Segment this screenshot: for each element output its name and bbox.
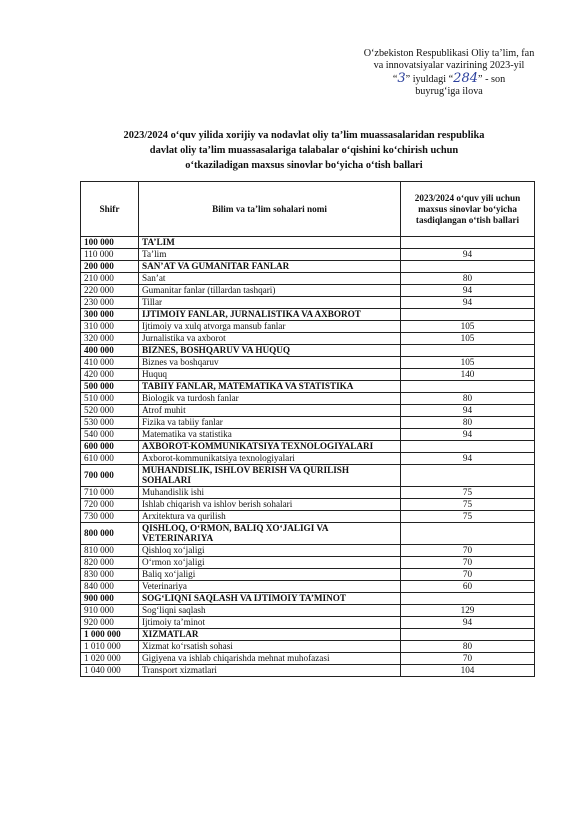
score-cell: 80	[401, 273, 535, 285]
header-code: Shifr	[81, 182, 139, 237]
name-cell: Arxitektura va qurilish	[139, 510, 401, 522]
name-cell: TA’LIM	[139, 237, 401, 249]
score-cell: 104	[401, 664, 535, 676]
code-cell: 520 000	[81, 405, 139, 417]
table-row	[81, 486, 535, 498]
score-cell: 80	[401, 640, 535, 652]
table-row	[81, 393, 535, 405]
table-group-row	[81, 522, 535, 544]
code-cell: 600 000	[81, 441, 139, 453]
score-cell: 105	[401, 333, 535, 345]
name-cell: MUHANDISLIK, ISHLOV BERISH VA QURILISH SOHALARI	[139, 465, 401, 487]
code-cell: 720 000	[81, 498, 139, 510]
table-row	[81, 429, 535, 441]
annex-note	[344, 48, 554, 99]
name-cell: Xizmat ko‘rsatish sohasi	[139, 640, 401, 652]
table-body	[81, 237, 535, 677]
score-cell: 140	[401, 369, 535, 381]
table-row	[81, 510, 535, 522]
score-cell: 94	[401, 616, 535, 628]
code-cell: 820 000	[81, 556, 139, 568]
table-row	[81, 417, 535, 429]
name-cell: Ishlab chiqarish va ishlov berish sohalari	[139, 498, 401, 510]
score-cell: 94	[401, 429, 535, 441]
code-cell: 610 000	[81, 453, 139, 465]
name-cell: Gumanitar fanlar (tillardan tashqari)	[139, 285, 401, 297]
code-cell: 400 000	[81, 345, 139, 357]
code-cell: 510 000	[81, 393, 139, 405]
code-cell: 710 000	[81, 486, 139, 498]
name-cell: O‘rmon xo‘jaligi	[139, 556, 401, 568]
name-cell: Ta’lim	[139, 249, 401, 261]
code-cell: 420 000	[81, 369, 139, 381]
handwritten-order-number: 284	[453, 70, 478, 86]
code-cell: 840 000	[81, 580, 139, 592]
score-cell: 105	[401, 321, 535, 333]
score-cell: 94	[401, 249, 535, 261]
code-cell: 300 000	[81, 309, 139, 321]
table-group-row	[81, 345, 535, 357]
annex-month: ” iyuldagi “	[405, 73, 454, 85]
name-cell: IJTIMOIY FANLAR, JURNALISTIKA VA AXBOROT	[139, 309, 401, 321]
code-cell: 310 000	[81, 321, 139, 333]
name-cell: Tillar	[139, 297, 401, 309]
score-cell: 70	[401, 544, 535, 556]
name-cell: AXBOROT-KOMMUNIKATSIYA TEXNOLOGIYALARI	[139, 441, 401, 453]
scores-table	[80, 181, 535, 677]
code-cell: 530 000	[81, 417, 139, 429]
name-cell: Jurnalistika va axborot	[139, 333, 401, 345]
score-cell: 105	[401, 357, 535, 369]
code-cell: 540 000	[81, 429, 139, 441]
name-cell: Ijtimoiy va xulq atvorga mansub fanlar	[139, 321, 401, 333]
code-cell: 1 040 000	[81, 664, 139, 676]
score-cell: 94	[401, 405, 535, 417]
name-cell: Veterinariya	[139, 580, 401, 592]
code-cell: 800 000	[81, 522, 139, 544]
name-cell: Ijtimoiy ta’minot	[139, 616, 401, 628]
handwritten-day: 3	[397, 70, 406, 86]
score-cell	[401, 628, 535, 640]
score-cell: 94	[401, 285, 535, 297]
table-row	[81, 604, 535, 616]
code-cell: 110 000	[81, 249, 139, 261]
score-cell: 75	[401, 486, 535, 498]
table-row	[81, 556, 535, 568]
name-cell: Muhandislik ishi	[139, 486, 401, 498]
code-cell: 500 000	[81, 381, 139, 393]
table-row	[81, 568, 535, 580]
table-row	[81, 285, 535, 297]
table-group-row	[81, 465, 535, 487]
score-cell: 70	[401, 568, 535, 580]
code-cell: 1 020 000	[81, 652, 139, 664]
code-cell: 200 000	[81, 261, 139, 273]
table-row	[81, 357, 535, 369]
score-cell: 70	[401, 556, 535, 568]
score-cell: 94	[401, 297, 535, 309]
name-cell: Biologik va turdosh fanlar	[139, 393, 401, 405]
score-cell: 70	[401, 652, 535, 664]
code-cell: 700 000	[81, 465, 139, 487]
table-row	[81, 580, 535, 592]
code-cell: 910 000	[81, 604, 139, 616]
annex-line-3	[344, 70, 554, 86]
score-cell: 60	[401, 580, 535, 592]
score-cell: 75	[401, 498, 535, 510]
table-group-row	[81, 441, 535, 453]
code-cell: 900 000	[81, 592, 139, 604]
name-cell: XIZMATLAR	[139, 628, 401, 640]
table-row	[81, 297, 535, 309]
table-group-row	[81, 381, 535, 393]
score-cell	[401, 381, 535, 393]
code-cell: 810 000	[81, 544, 139, 556]
score-cell	[401, 592, 535, 604]
score-cell	[401, 261, 535, 273]
code-cell: 230 000	[81, 297, 139, 309]
document-title	[70, 128, 538, 174]
score-cell	[401, 441, 535, 453]
table-group-row	[81, 237, 535, 249]
table-row	[81, 321, 535, 333]
table-row	[81, 640, 535, 652]
annex-line-4: buyrug‘iga ilova	[415, 86, 483, 98]
name-cell: Baliq xo‘jaligi	[139, 568, 401, 580]
name-cell: SOG‘LIQNI SAQLASH VA IJTIMOIY TA’MINOT	[139, 592, 401, 604]
score-cell	[401, 465, 535, 487]
title-line-3: o‘tkaziladigan maxsus sinovlar bo‘yicha o‘tish ballari	[185, 160, 423, 172]
header-name: Bilim va ta’lim sohalari nomi	[139, 182, 401, 237]
name-cell: Qishloq xo‘jaligi	[139, 544, 401, 556]
title-line-1: 2023/2024 o‘quv yilida xorijiy va nodavlat oliy ta’lim muassasalaridan respublika	[123, 130, 485, 141]
table-row	[81, 652, 535, 664]
name-cell: BIZNES, BOSHQARUV VA HUQUQ	[139, 345, 401, 357]
score-cell: 80	[401, 417, 535, 429]
code-cell: 320 000	[81, 333, 139, 345]
code-cell: 730 000	[81, 510, 139, 522]
name-cell: Transport xizmatlari	[139, 664, 401, 676]
name-cell: Fizika va tabiiy fanlar	[139, 417, 401, 429]
name-cell: Atrof muhit	[139, 405, 401, 417]
name-cell: TABIIY FANLAR, MATEMATIKA VA STATISTIKA	[139, 381, 401, 393]
title-line-2: davlat oliy ta’lim muassasalariga talabalar o‘qishini ko‘chirish uchun	[149, 145, 459, 157]
name-cell: Matematika va statistika	[139, 429, 401, 441]
code-cell: 920 000	[81, 616, 139, 628]
name-cell: Biznes va boshqaruv	[139, 357, 401, 369]
annex-suffix: ” - son	[478, 73, 506, 85]
score-cell	[401, 309, 535, 321]
table-row	[81, 249, 535, 261]
name-cell: Huquq	[139, 369, 401, 381]
table-group-row	[81, 628, 535, 640]
table-row	[81, 664, 535, 676]
table-row	[81, 333, 535, 345]
score-cell: 129	[401, 604, 535, 616]
code-cell: 410 000	[81, 357, 139, 369]
annex-quote-open: “	[392, 73, 398, 85]
name-cell: Sog‘liqni saqlash	[139, 604, 401, 616]
score-cell: 94	[401, 453, 535, 465]
code-cell: 210 000	[81, 273, 139, 285]
table-row	[81, 273, 535, 285]
name-cell: SAN’AT VA GUMANITAR FANLAR	[139, 261, 401, 273]
table-header-row	[81, 182, 535, 237]
score-cell: 80	[401, 393, 535, 405]
code-cell: 1 010 000	[81, 640, 139, 652]
score-cell	[401, 522, 535, 544]
code-cell: 1 000 000	[81, 628, 139, 640]
table-group-row	[81, 592, 535, 604]
name-cell: Gigiyena va ishlab chiqarishda mehnat muhofazasi	[139, 652, 401, 664]
table-row	[81, 369, 535, 381]
table-row	[81, 616, 535, 628]
score-cell: 75	[401, 510, 535, 522]
name-cell: QISHLOQ, O‘RMON, BALIQ XO‘JALIGI VA VETERINARIYA	[139, 522, 401, 544]
name-cell: Axborot-kommunikatsiya texnologiyalari	[139, 453, 401, 465]
code-cell: 830 000	[81, 568, 139, 580]
table-row	[81, 453, 535, 465]
annex-line-1: O‘zbekiston Respublikasi Oliy ta’lim, fan	[363, 48, 535, 59]
table-row	[81, 544, 535, 556]
table-row	[81, 498, 535, 510]
name-cell: San’at	[139, 273, 401, 285]
table-group-row	[81, 261, 535, 273]
score-cell	[401, 345, 535, 357]
table-row	[81, 405, 535, 417]
code-cell: 100 000	[81, 237, 139, 249]
code-cell: 220 000	[81, 285, 139, 297]
header-score: 2023/2024 o‘quv yili uchun maxsus sinovlar bo‘yicha tasdiqlangan o‘tish ballari	[401, 182, 535, 237]
table-group-row	[81, 309, 535, 321]
score-cell	[401, 237, 535, 249]
annex-line-2: va innovatsiyalar vazirining 2023-yil	[373, 60, 525, 72]
